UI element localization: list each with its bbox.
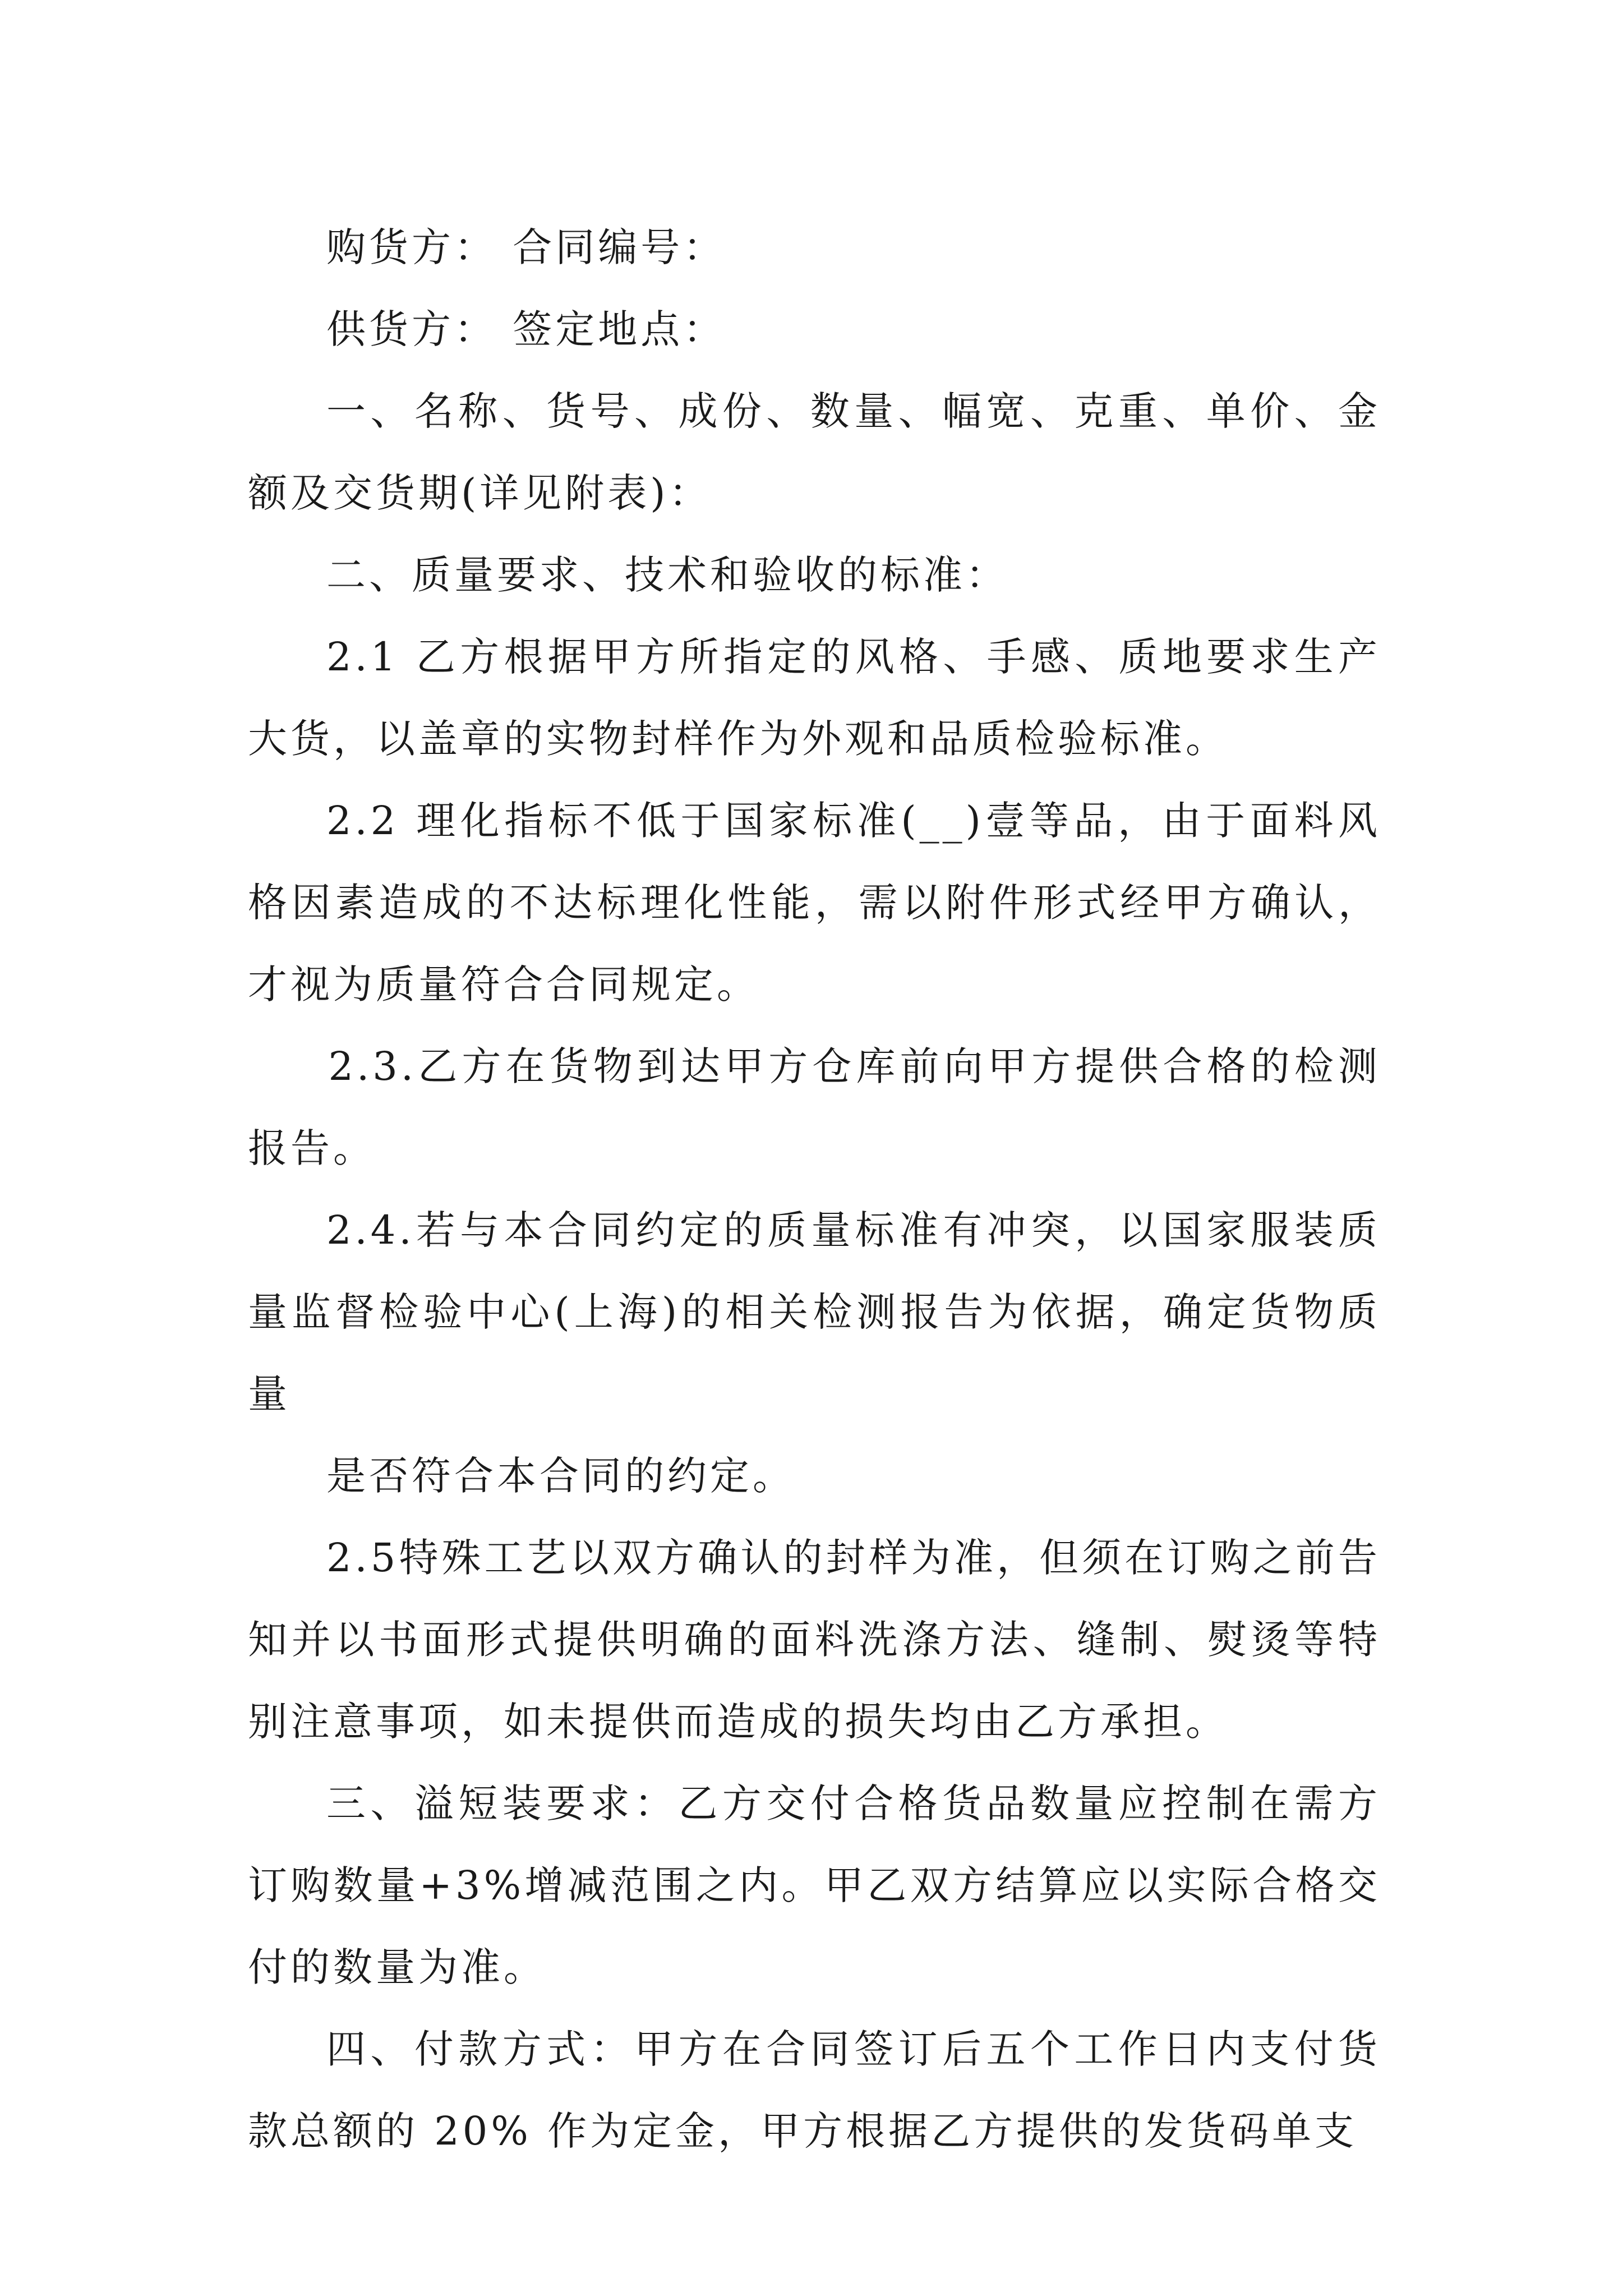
clause-2-4-continuation: 是否符合本合同的约定。 xyxy=(326,1453,795,1499)
clause-2-1-paragraph: 2.1 乙方根据甲方所指定的风格、手感、质地要求生产大货，以盖章的实物封样作为外观和品质检验标准。 xyxy=(248,634,1381,762)
contract-body xyxy=(248,206,1381,2172)
clause-2-3-paragraph: 2.3.乙方在货物到达甲方仓库前向甲方提供合格的检测报告。 xyxy=(248,1043,1381,1171)
section-1-paragraph: 一、名称、货号、成份、数量、幅宽、克重、单价、金额及交货期(详见附表)： xyxy=(248,388,1381,516)
clause-2-5-paragraph: 2.5特殊工艺以双方确认的封样为准，但须在订购之前告知并以书面形式提供明确的面料洗涤方法、缝制、熨烫等特别注意事项，如未提供而造成的损失均由乙方承担。 xyxy=(248,1535,1381,1745)
clause-2-4-paragraph: 2.4.若与本合同约定的质量标准有冲突，以国家服装质量监督检验中心(上海)的相关检测报告为依据，确定货物质量 xyxy=(248,1207,1381,1417)
section-2-heading: 二、质量要求、技术和验收的标准： xyxy=(326,552,1008,598)
supplier-signing-place-line: 供货方： 签定地点： xyxy=(326,306,726,352)
section-3-paragraph: 三、溢短装要求：乙方交付合格货品数量应控制在需方订购数量+3%增减范围之内。甲乙双方结算应以实际合格交付的数量为准。 xyxy=(248,1780,1381,1990)
section-4-paragraph: 四、付款方式：甲方在合同签订后五个工作日内支付货款总额的 20% 作为定金，甲方根据乙方提供的发货码单支 xyxy=(248,2026,1381,2154)
clause-2-2-paragraph: 2.2 理化指标不低于国家标准(__)壹等品，由于面料风格因素造成的不达标理化性能，需以附件形式经甲方确认，才视为质量符合合同规定。 xyxy=(248,798,1381,1007)
buyer-contract-number-line: 购货方： 合同编号： xyxy=(326,224,726,270)
